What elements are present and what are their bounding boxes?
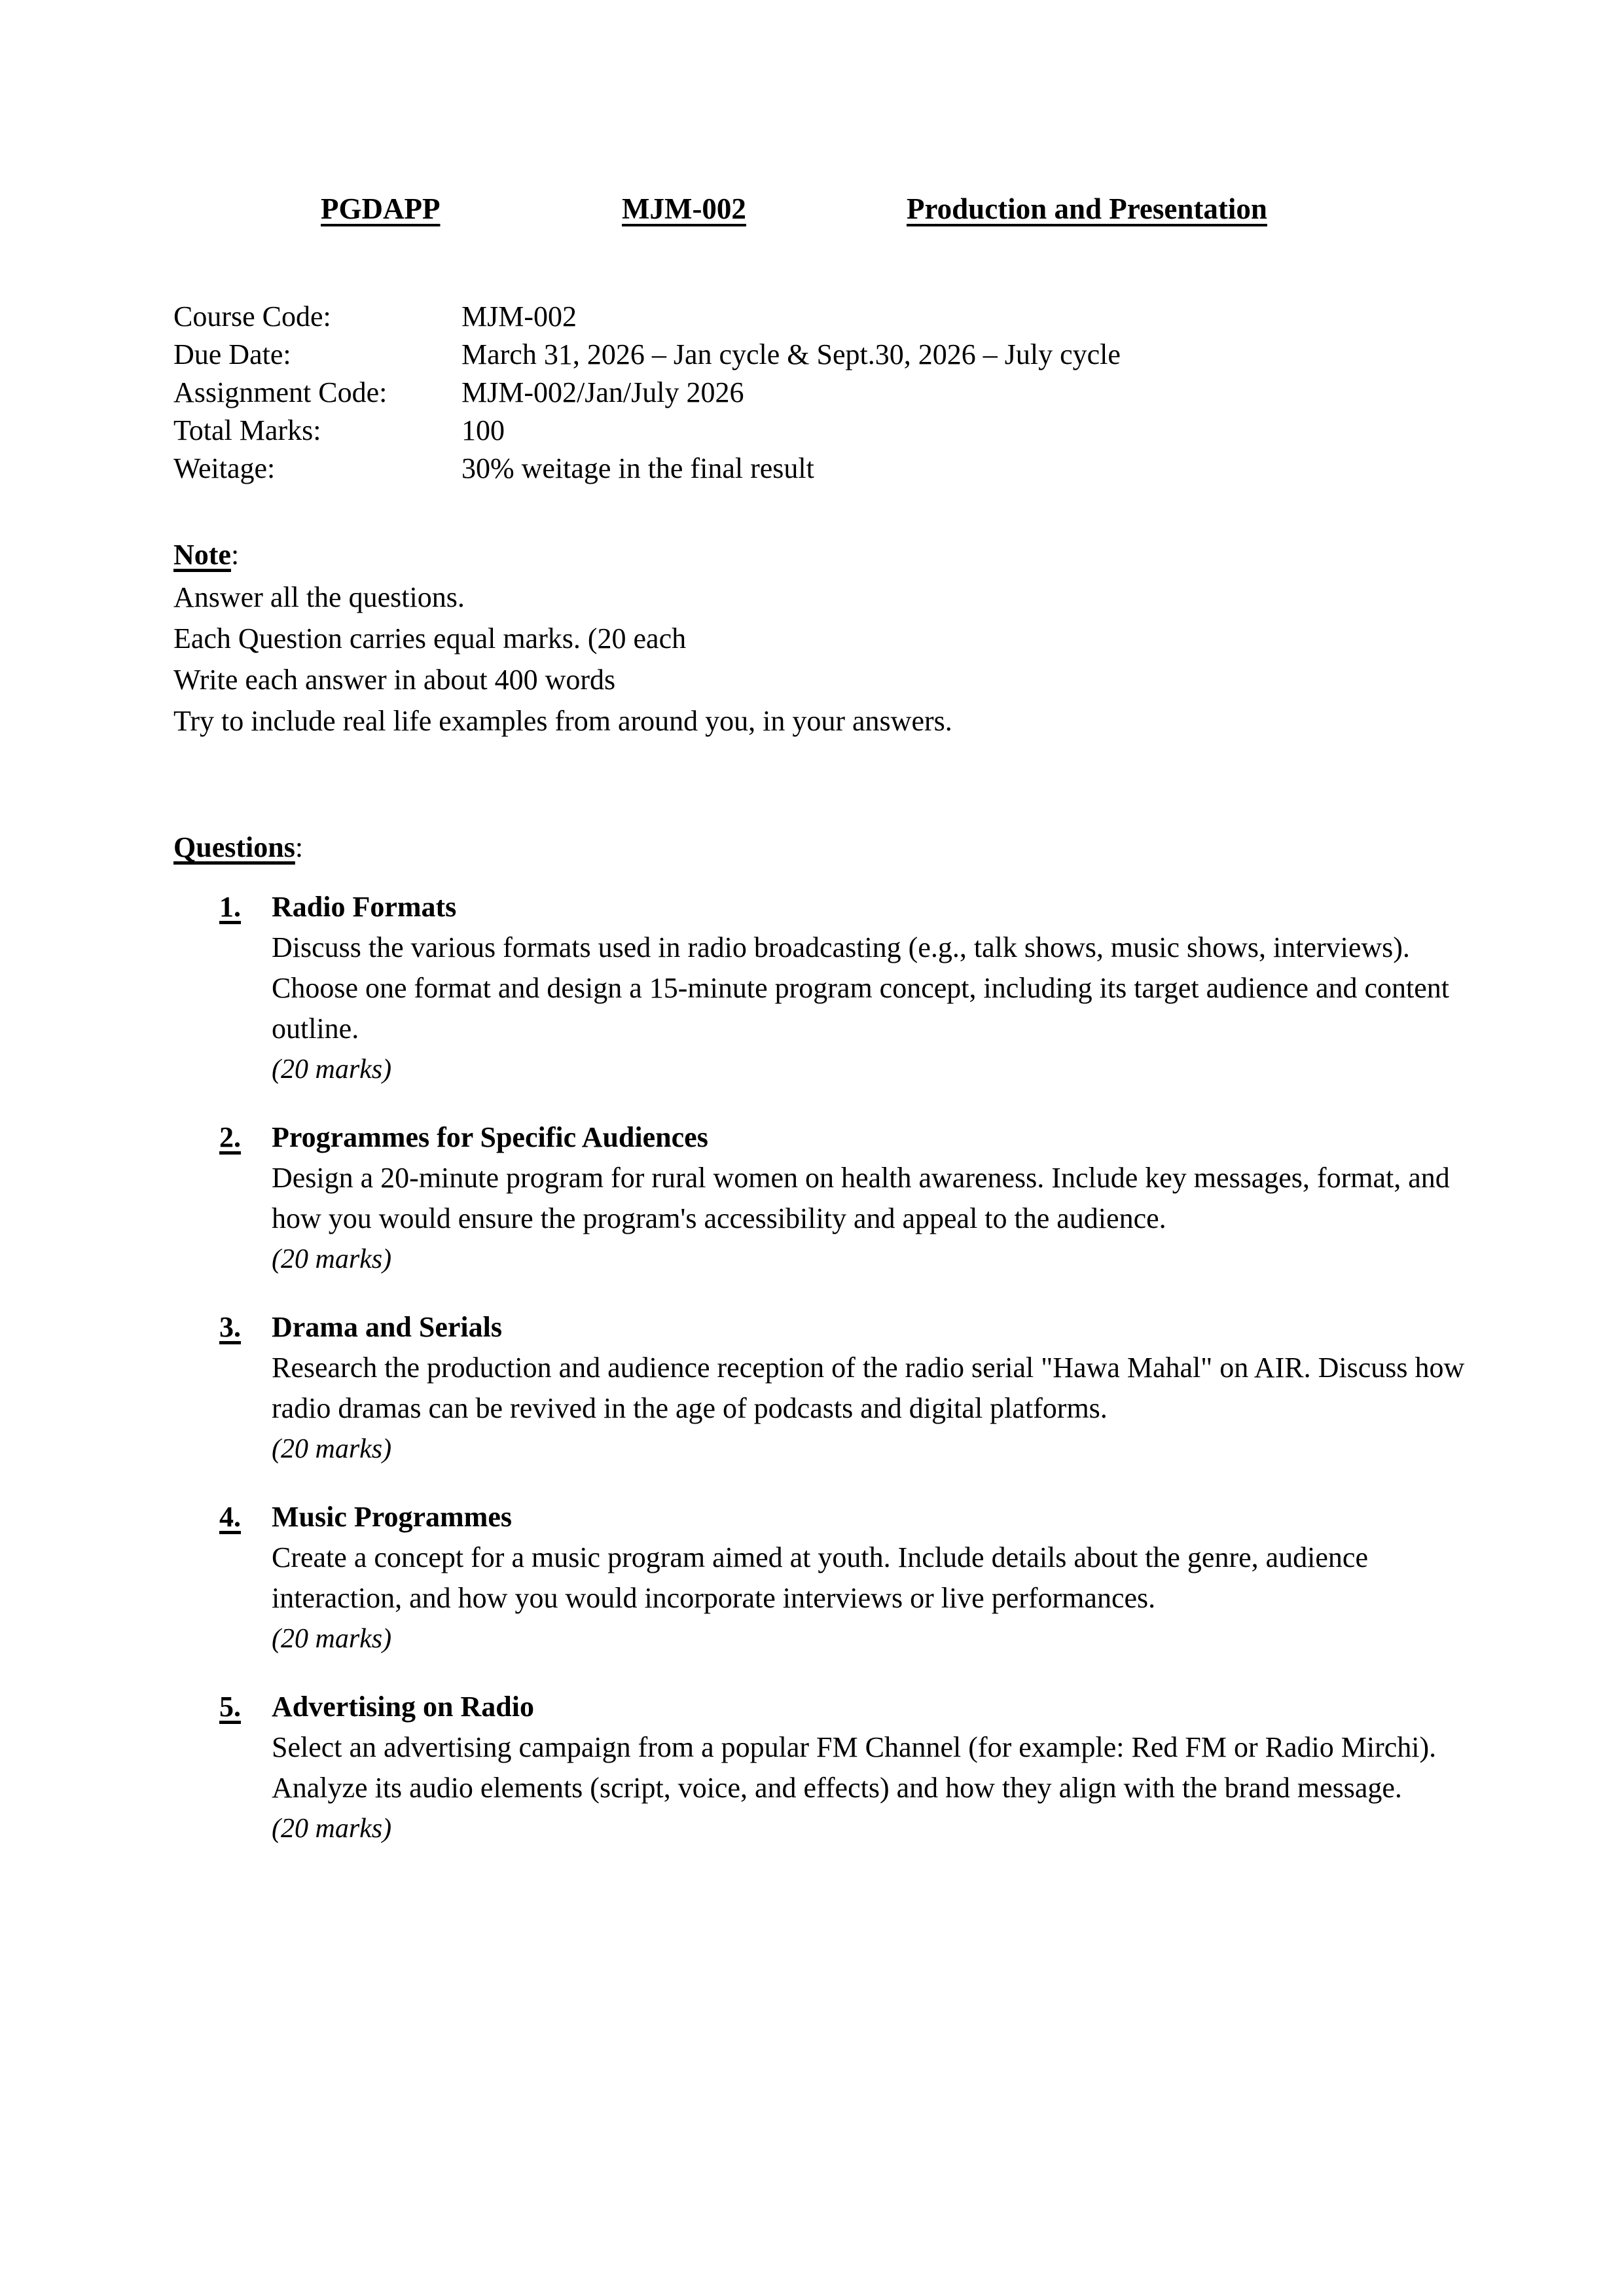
question-item [173, 887, 1483, 1090]
metadata-row [173, 298, 1483, 336]
note-line: Try to include real life examples from around you, in your answers. [173, 705, 952, 737]
question-text: Design a 20-minute program for rural women on health awareness. Include key messages, format, and how you would ensure the program's accessibility and appeal to the audience. [272, 1162, 1450, 1234]
note-section [173, 533, 1483, 742]
question-title: Music Programmes [272, 1501, 512, 1533]
question-title: Programmes for Specific Audiences [272, 1121, 708, 1153]
question-item [173, 1307, 1483, 1469]
question-item [173, 1497, 1483, 1659]
metadata-value: 30% weitage in the final result [461, 452, 814, 484]
note-heading-colon: : [230, 539, 240, 571]
question-text: Create a concept for a music program aimed at youth. Include details about the genre, audience interaction, and how you would incorporate interviews or live performances. [272, 1541, 1368, 1614]
metadata-row [173, 450, 1483, 488]
metadata-row [173, 374, 1483, 412]
metadata-label: Due Date: [173, 338, 291, 370]
question-text: Discuss the various formats used in radio broadcasting (e.g., talk shows, music shows, interviews). Choose one format and design a 15-minute program concept, including its target audience and content outline. [272, 931, 1449, 1045]
question-body [272, 1307, 1470, 1469]
metadata-value: MJM-002/Jan/July 2026 [461, 376, 744, 408]
question-item [173, 1687, 1483, 1849]
metadata-label: Assignment Code: [173, 376, 388, 408]
metadata-label: Course Code: [173, 300, 331, 332]
question-body [272, 887, 1470, 1090]
question-text: Research the production and audience reception of the radio serial "Hawa Mahal" on AIR. Discuss how radio dramas can be revived in the age of podcasts and digital platforms. [272, 1352, 1465, 1424]
note-line: Answer all the questions. [173, 581, 465, 613]
assignment-metadata [173, 298, 1483, 488]
metadata-row [173, 336, 1483, 374]
questions-list [173, 887, 1483, 1876]
question-body [272, 1497, 1470, 1659]
note-line: Write each answer in about 400 words [173, 664, 616, 696]
question-item [173, 1117, 1483, 1280]
questions-heading-label: Questions [173, 831, 295, 863]
question-number: 1. [219, 891, 241, 923]
question-number: 5. [219, 1691, 241, 1723]
question-text: Select an advertising campaign from a popular FM Channel (for example: Red FM or Radio Mirchi). Analyze its audio elements (script, voice, and effects) and how they align with the brand message. [272, 1731, 1437, 1804]
metadata-value: March 31, 2026 – Jan cycle & Sept.30, 2026 – July cycle [461, 338, 1121, 370]
header-programme-code: PGDAPP [321, 192, 441, 225]
metadata-value: 100 [461, 414, 505, 446]
question-marks: (20 marks) [272, 1434, 392, 1464]
question-marks: (20 marks) [272, 1814, 392, 1844]
question-body [272, 1687, 1470, 1849]
question-title: Drama and Serials [272, 1311, 502, 1343]
note-heading [173, 533, 1483, 577]
question-marks: (20 marks) [272, 1244, 392, 1274]
metadata-row [173, 412, 1483, 450]
question-number: 3. [219, 1311, 241, 1343]
question-number: 4. [219, 1501, 241, 1533]
question-marks: (20 marks) [272, 1054, 392, 1085]
metadata-label: Total Marks: [173, 414, 321, 446]
header-course-title: Production and Presentation [907, 192, 1267, 225]
question-title: Radio Formats [272, 891, 457, 923]
metadata-label: Weitage: [173, 452, 276, 484]
question-number: 2. [219, 1121, 241, 1153]
question-marks: (20 marks) [272, 1624, 392, 1654]
questions-heading [173, 826, 303, 869]
question-title: Advertising on Radio [272, 1691, 534, 1723]
question-body [272, 1117, 1470, 1280]
metadata-value: MJM-002 [461, 300, 577, 332]
note-heading-label: Note [173, 539, 231, 571]
document-header [173, 193, 1470, 232]
header-course-code: MJM-002 [622, 192, 746, 225]
questions-heading-colon: : [295, 831, 304, 863]
note-line: Each Question carries equal marks. (20 each [173, 622, 687, 655]
